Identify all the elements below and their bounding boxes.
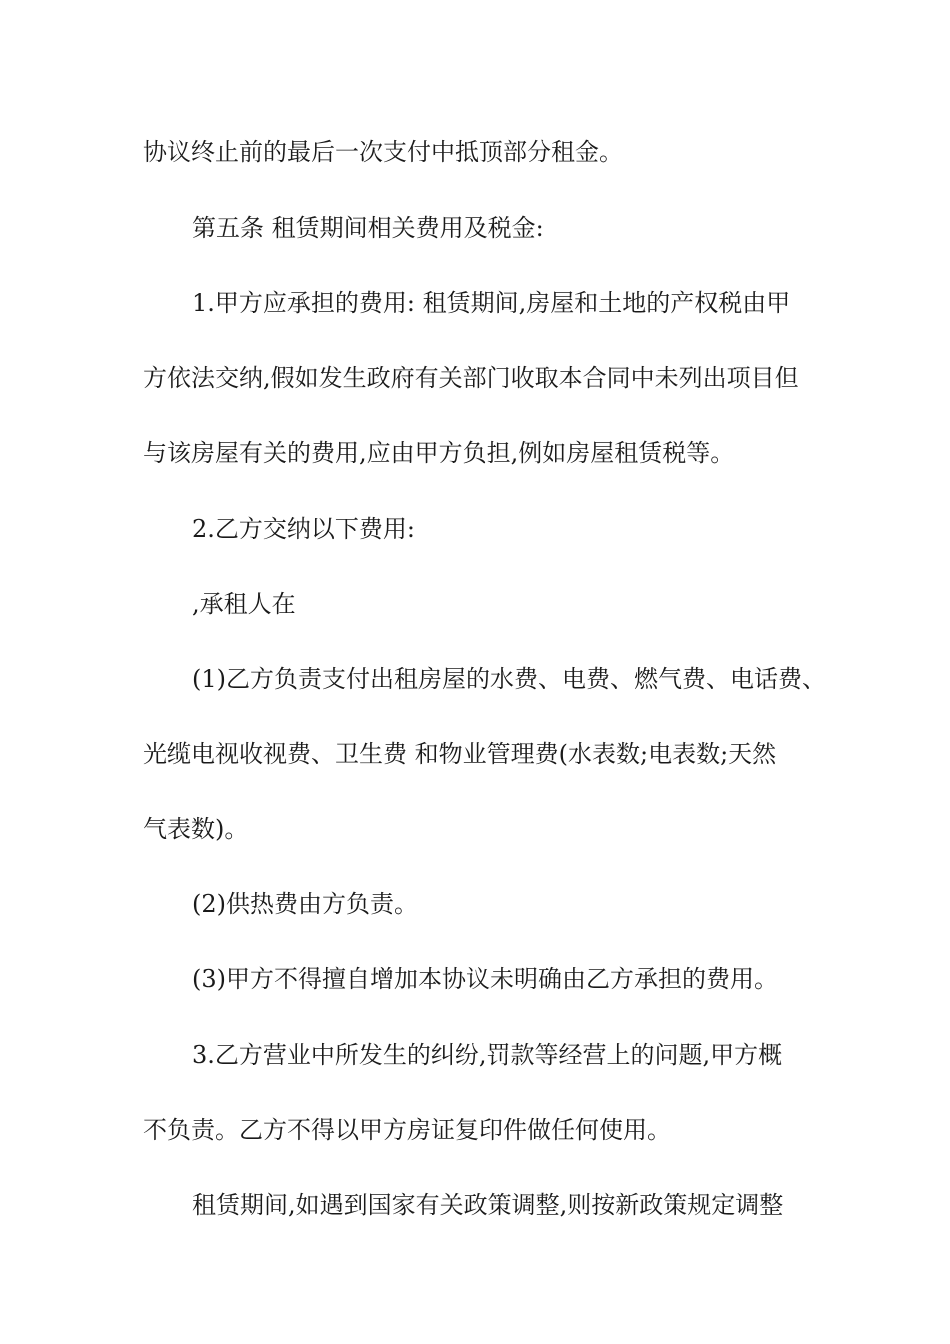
paragraph-line: 气表数)。 (143, 815, 249, 843)
paragraph-line: 与该房屋有关的费用,应由甲方负担,例如房屋租赁税等。 (143, 439, 735, 467)
paragraph-line: 方依法交纳,假如发生政府有关部门收取本合同中未列出项目但 (143, 364, 799, 392)
paragraph-line: (1)乙方负责支付出租房屋的水费、电费、燃气费、电话费、 (192, 665, 826, 693)
paragraph-line: 协议终止前的最后一次支付中抵顶部分租金。 (143, 138, 623, 166)
paragraph-line: 光缆电视收视费、卫生费 和物业管理费(水表数;电表数;天然 (143, 740, 777, 768)
paragraph-line: ,承租人在 (192, 590, 296, 618)
paragraph-line: 1.甲方应承担的费用: 租赁期间,房屋和土地的产权税由甲 (192, 289, 791, 317)
section-heading: 第五条 租赁期间相关费用及税金: (192, 214, 544, 242)
paragraph-line: 不负责。乙方不得以甲方房证复印件做任何使用。 (143, 1116, 671, 1144)
paragraph-line: 2.乙方交纳以下费用: (192, 515, 415, 543)
paragraph-line: 租赁期间,如遇到国家有关政策调整,则按新政策规定调整 (192, 1191, 784, 1219)
paragraph-line: 3.乙方营业中所发生的纠纷,罚款等经营上的问题,甲方概 (192, 1041, 783, 1069)
paragraph-line: (3)甲方不得擅自增加本协议未明确由乙方承担的费用。 (192, 965, 778, 993)
paragraph-line: (2)供热费由方负责。 (192, 890, 418, 918)
